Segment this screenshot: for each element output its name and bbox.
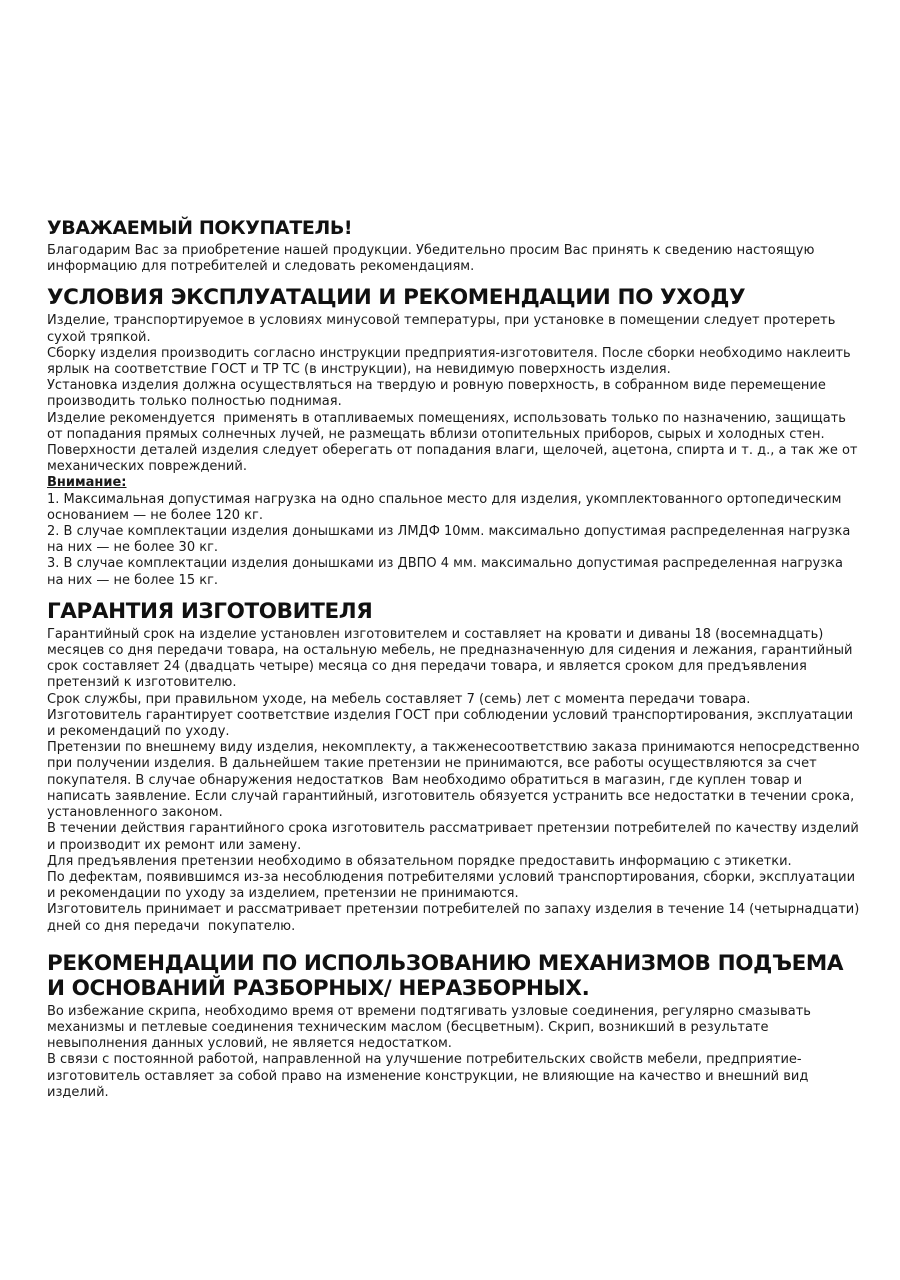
paragraph: Установка изделия должна осуществляться на твердую и ровную поверхность, в собранном виде перемещение производить только полностью поднимая.: [47, 378, 831, 410]
paragraph: Изделие рекомендуется применять в отапливаемых помещениях, использовать только по назначению, защищать от попадания прямых солнечных лучей, не размещать вблизи отопительных приборов, сырых и холодных стен.: [47, 410, 851, 442]
paragraph: Для предъявления претензии необходимо в обязательном порядке предоставить информацию с этикетки.: [47, 853, 792, 869]
paragraph: Претензии по внешнему виду изделия, некомплекту, а такженесоответствию заказа принимаются непосредственно при получении изделия. В дальнейшем такие претензии не принимаются, все работы осуществляются за счет покупателя. В случае обнаружения недостатков Вам необходимо обратиться в магазин, где куплен товар и написать заявление. Если случай гарантийный, изготовитель обязуется устранить все недостатки в течении срока, установленного законом.: [47, 740, 864, 821]
section-heading-mechanism-recommendations: [47, 951, 863, 1001]
heading-line: РЕКОМЕНДАЦИИ ПО ИСПОЛЬЗОВАНИЮ МЕХАНИЗМОВ ПОДЪЕМА: [47, 950, 844, 976]
paragraph-list-item: 2. В случае комплектации изделия донышками из ЛМДФ 10мм. максимально допустимая распределенная нагрузка на них — не более 30 кг.: [47, 524, 855, 556]
paragraph: В связи с постоянной работой, направленной на улучшение потребительских свойств мебели, предприятие-изготовитель оставляет за собой право на изменение конструкции, не влияющие на качество и внешний вид изделий.: [47, 1052, 813, 1100]
heading-line: И ОСНОВАНИЙ РАЗБОРНЫХ/ НЕРАЗБОРНЫХ.: [47, 975, 590, 1001]
paragraph: Во избежание скрипа, необходимо время от времени подтягивать узловые соединения, регулярно смазывать механизмы и петлевые соединения техническим маслом (бесцветным). Скрип, возникший в результате невыполнения данных условий, не является недостатком.: [47, 1003, 816, 1052]
section-dear-customer: [47, 217, 863, 275]
paragraph-list-item: 1. Максимальная допустимая нагрузка на одно спальное место для изделия, укомплектованного ортопедическим основанием — не более 120 кг.: [47, 491, 846, 523]
paragraph: Сборку изделия производить согласно инструкции предприятия-изготовителя. После сборки необходимо наклеить ярлык на соответствие ГОСТ и ТР ТС (в инструкции), на невидимую поверхность изделия.: [47, 345, 855, 378]
paragraph: Поверхности деталей изделия следует оберегать от попадания влаги, щелочей, ацетона, спирта и т. д., а так же от механических повреждений.: [47, 443, 862, 475]
paragraph: Срок службы, при правильном уходе, на мебель составляет 7 (семь) лет с момента передачи товара.: [47, 691, 751, 707]
section-mechanism-recommendations: [47, 951, 863, 1101]
paragraph: Изготовитель гарантирует соответствие изделия ГОСТ при соблюдении условий транспортирования, эксплуатации и рекомендаций по уходу.: [47, 707, 858, 740]
paragraph: В течении действия гарантийного срока изготовитель рассматривает претензии потребителей по качеству изделий и производит их ремонт или замену.: [47, 821, 863, 853]
paragraph-list-item: 3. В случае комплектации изделия донышками из ДВПО 4 мм. максимально допустимая распределенная нагрузка на них — не более 15 кг.: [47, 556, 848, 588]
attention-label: Внимание:: [47, 475, 127, 491]
section-heading-dear-customer: УВАЖАЕМЫЙ ПОКУПАТЕЛЬ!: [47, 217, 353, 239]
paragraph: Гарантийный срок на изделие установлен изготовителем и составляет на кровати и диваны 18 (восемнадцать) месяцев со дня передачи товара, на остальную мебель, не предназначенную для сидения и лежания, гарантийный срок составляет 24 (двадцать четыре) месяца со дня передачи товара, и является сроком для предъявления претензий к изготовителю.: [47, 626, 857, 691]
paragraph: Благодарим Вас за приобретение нашей продукции. Убедительно просим Вас принять к сведению настоящую информацию для потребителей и следовать рекомендациям.: [47, 243, 819, 275]
section-heading-usage-conditions: УСЛОВИЯ ЭКСПЛУАТАЦИИ И РЕКОМЕНДАЦИИ ПО УХОДУ: [47, 285, 746, 311]
paragraph: Изделие, транспортируемое в условиях минусовой температуры, при установке в помещении следует протереть сухой тряпкой.: [47, 313, 840, 345]
document-content: [47, 217, 863, 1101]
section-heading-manufacturer-warranty: ГАРАНТИЯ ИЗГОТОВИТЕЛЯ: [47, 598, 373, 624]
paragraph: Изготовитель принимает и рассматривает претензии потребителей по запаху изделия в течение 14 (четырнадцати) дней со дня передачи покупателю.: [47, 902, 864, 934]
section-manufacturer-warranty: [47, 599, 863, 935]
paragraph: По дефектам, появившимся из-за несоблюдения потребителями условий транспортирования, сборки, эксплуатации и рекомендации по уходу за изделием, претензии не принимаются.: [47, 869, 860, 902]
section-usage-conditions: [47, 285, 863, 588]
